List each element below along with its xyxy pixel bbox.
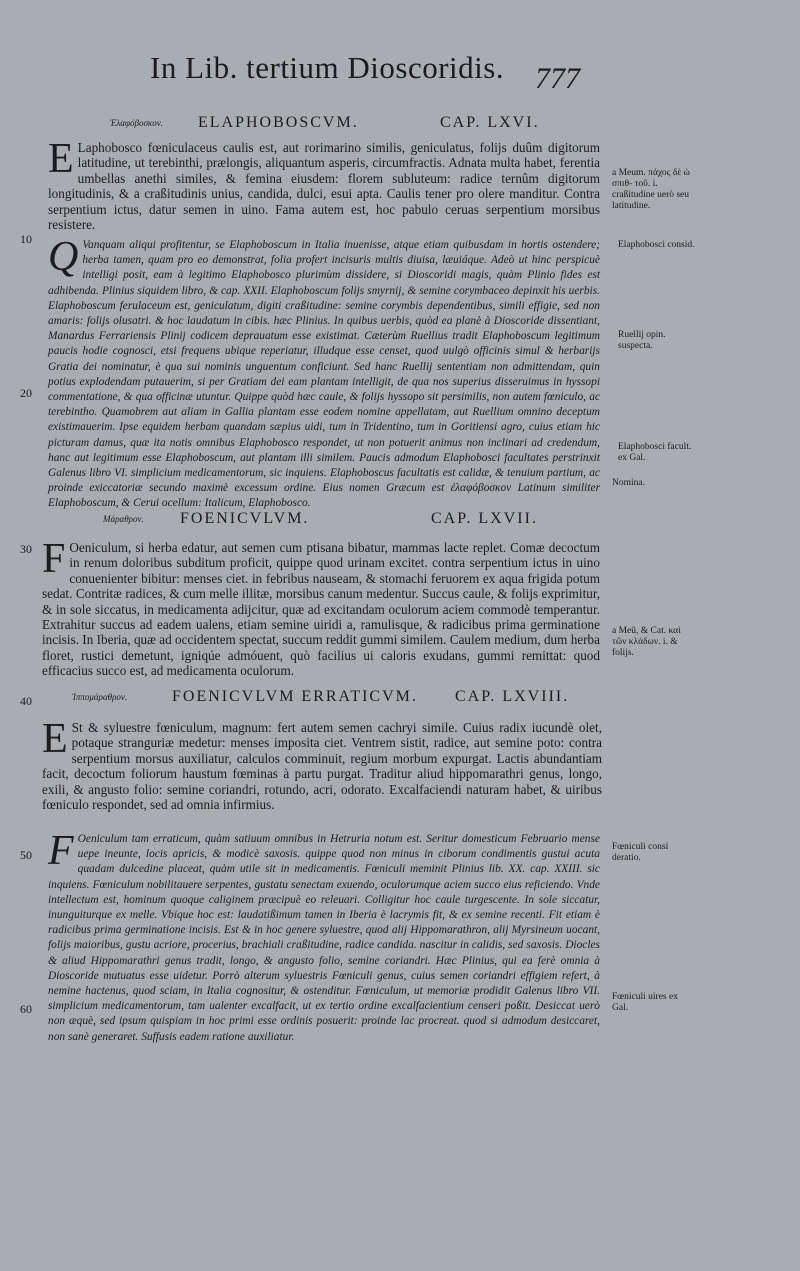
dioscorides-text: Oeniculum, si herba edatur, aut semen cum ptisana bibatur, mammas lacte replet. Comæ decoctum in renum doloribus subditum proficit, quippe quod urinam excitet. contra serpentium ictus in uino conuenienter bibitur: menses ciet. in febribus nauseam, & stomachi feruorem ex aqua frigida potum sedat. Contritæ radices, & cum melle illitæ, morsibus canum medentur. Succus caule, & folijs exprimitur, & in sole siccatus, in medicamenta adijcitur, quæ ad excitandam oculorum aciem commodè temperantur. Extrahitur succus ad eadem ualens, etiam semine uiridi a, ramulisque, & radicibus prima germinatione incisis. In Iberia, quæ ad occidentem spectat, succum reddit gummi similem. Caulem medium, dum herba floret, rustici demetunt, igniqúe admóuent, quò facilius ui caloris exudans, gummi remittat: quod efficacius succo est, ad medicamenta oculorum. (42, 540, 600, 679)
chapter-heading (72, 688, 592, 710)
drop-cap: F (42, 536, 66, 582)
chapter-heading (110, 114, 570, 136)
chapter-number: CAP. LXVII. (431, 510, 538, 527)
greek-name: Ἐλαφόβοσκον. (110, 118, 163, 128)
line-number: 10 (20, 232, 32, 246)
margin-note: Elaphobosci consid. (618, 240, 695, 250)
margin-note: Elaphobosci facult. ex Gal. (618, 442, 692, 463)
chapter-title: ELAPHOBOSCVM. (198, 114, 359, 131)
margin-note: Fœniculi consi deratio. (612, 842, 669, 863)
commentary-text (48, 234, 600, 510)
chapter-text (42, 716, 602, 828)
line-number: 60 (20, 1002, 32, 1016)
matthioli-commentary: Oeniculum tam erraticum, quàm satiuum omnibus in Hetruria notum est. Seritur domesticum Februario mense ueре ineunte, locis apricis, & modicè saxosis. quippe quod non minus in ciborum condimentis gustui acuta quadam dulcedine placeat, quàm utile sit in medicamentis. Fœniculi meminit Plinius lib. XX. cap. XXIII. sic inquiens. Fœniculum nobilitauere serpentes, gustatu senectam exuendo, oculorumque aciem succo eius reficiendo. Vnde intellectum est, hominum quoque caliginem præcipuè eo releuari. Colligitur hoc caule turgescente. In sole siccatur, inunguiturque ex melle. Vbique hoc est: laudatißimum tamen in Iberia è lacrymis fit, & ex semine recenti. Fit etiam è radicibus prima germinatione incisis. Est & in hoc genere syluestre, quod alij Hippomarathron, alij Myrsineum uocant, folijs maioribus, gustu acriore, procerius, brachiali craßitudine, radice candida. nascitur in calidis, sed saxosis. Diocles & aliud Hippomarathri genus tradit, longo, & angusto folio, semine coriandri. Hæc Plinius, qui ea ferè omnia à Dioscoride mutuatus esse uidetur. Porrò alterum syluestris Fœniculi genus, cuius semen coriandri effigiem refert, à nemine hactenus, quod sciam, in Italia cognositur, & ostenditur. Fœniculum, ut memoriæ prodidit Galenus libro VII. simplicium medicamentorum, tam ualenter excalfacit, ut ex tertio ordine excalfacientium censeri poßit. Desiccat uerò non æquè, sed ipsum quispiam in hoc primi esse ordinis posuerit: proinde lac procreat. quod si admodum desiccaret, non sanè generaret. Suffusis eadem ratione auxiliatur. (48, 833, 600, 1043)
greek-name: Ἱππομάραθρον. (72, 692, 128, 702)
margin-note: a Meum. πάχος δὲ ὡ σπιθ- τοῦ. i. craßitudine uerò seu latitudine. (612, 168, 690, 211)
line-number: 20 (20, 386, 32, 400)
chapter-number: CAP. LXVIII. (455, 688, 570, 705)
dioscorides-text: St & syluestre fœniculum, magnum: fert autem semen cachryi simile. Cuius radix iucundè olet, potaque stranguriæ medetur: menses imposita ciet. Ventrem sistit, radice, aut semine poto: contra serpentium morsus auxiliatur, calculos comminuit, regium morbum expurgat. Lactis abundantiam facit, decoctum foliorum haustum fœminas à partu purgat. Traditur aliud hippomarathri genus, longo, exili, & angusto folio: semine coriandri, rotundo, acri, odorato. Excalfaciendi naturam habet, & uiribus fœniculo respondet, sed ad omnia infirmius. (42, 720, 602, 813)
page-number: 777 (535, 62, 580, 95)
margin-note: Ruellij opin. suspecta. (618, 330, 666, 351)
margin-note: Fœniculi uires ex Gal. (612, 992, 678, 1013)
chapter-title: FOENICVLVM ERRATICVM. (172, 688, 418, 705)
drop-cap: F (48, 828, 74, 874)
chapter-title: FOENICVLVM. (180, 510, 310, 527)
chapter-text (48, 136, 600, 233)
line-number: 40 (20, 694, 32, 708)
running-header: In Lib. tertium Dioscoridis. (150, 50, 505, 85)
margin-note: a Meû, & Cat. καὶ τῶν κλάδων. i. & folijs. (612, 626, 681, 658)
line-number: 30 (20, 542, 32, 556)
chapter-heading (103, 510, 563, 532)
drop-cap: E (42, 716, 68, 762)
chapter-text (42, 536, 600, 680)
margin-note: Nomina. (612, 478, 645, 488)
greek-name: Μάραθρον. (103, 514, 144, 524)
chapter-number: CAP. LXVI. (440, 114, 540, 131)
drop-cap: E (48, 136, 74, 182)
matthioli-commentary: Vanquam aliqui profitentur, se Elaphoboscum in Italia inuenisse, atque etiam quibusdam in hortis ostendere; herba tamen, quam pro eo demonstrat, folia profert incisuris multis diuisa, læuiáque. Adeò ut hinc perspicuè intelligi posit, eam à legitimo Elaphobosco plurimùm dissidere, si Dioscoridi magis, quàm Plinio fides est adhibenda. Plinius siquidem libro, & cap. XXII. Elaphoboscum folijs smyrnij, & semine corymbaceo depinxit his uerbis. Elaphoboscum ferulaceum est, geniculatum, digiti craßitudine: semine corymbis dependentibus, simili effigie, sed non amaris: folijs olusatri. & hoc laudatum in cibis. hæc Plinius. In quibus uerbis, quòd ea planè à Dioscoride dissentiant, Manardus Ferrariensis Plinij codicem deprauatum esse existimat. Cæterùm Ruellius tradit Elaphoboscum legitimum paucis hodie cognosci, etsi frequens ubique reperiatur, illudque esse censet, quod uulgò officinis simul & herbarijs Gratia dei nominatur, è qua sui nominis unguentum conficiunt. Sed hanc Ruellij sententiam non admittendam, quin potius explodendam putauerim, si per Gratiam dei eam plantam intelligit, de qua nos superius disseruimus in hyssopi commentatione, & qua officinæ utuntur. Quippe quòd hæc caule, & folijs hyssopo sit persimilis, non autem fœniculo, ac terebintho. Quamobrem aut aliam in Gallia plantam esse eodem nomine appellatam, aut Ruellium omnino deceptum existimauerim. Ipse equidem herbam quandam sæpius uidi, tum in Tridentino, tum in Goritiensi agro, cuius etiam hic picturam damus, quæ ita notis omnibus Elaphobosco respondet, ut non potuerit animus non inclinari ad credendum, hanc aut legitimum esse Elaphoboscum, aut plantam illi similem. Paucis admodum Elaphobosci facultates perstrinxit Galenus libro VI. simplicium medicamentorum, sic inquiens. Elaphoboscus facultatis est calidæ, & tenuium partium, ac proinde exiccatoriæ secundo maximè excessum ordine. Eius nomen Græcum est ἐλαφόβοσκον Latinum similiter Elaphoboscum, & Cerui ocellum: Italicum, Elaphobosco. (48, 239, 600, 510)
line-number: 50 (20, 848, 32, 862)
dioscorides-text: Laphobosco fœniculaceus caulis est, aut rorimarino similis, geniculatus, folijs duûm digitorum latitudine, ut terebinthi, prælongis, aliquantum asperis, circumfractis. Adnata multa habet, ferentia umbellas anethi similes, & femina eiusdem: florem subluteum: radice ternûm digitorum longitudinis, & a craßitudinis unius, candida, dulci, esui apta. Caulis tener pro olere manditur. Contra serpentium ictus, datur semen in uino. Fama autem est, hoc pabulo ceruas serpentium morsibus resistere. (48, 140, 600, 233)
commentary-text (48, 828, 600, 1050)
drop-cap: Q (48, 234, 79, 280)
